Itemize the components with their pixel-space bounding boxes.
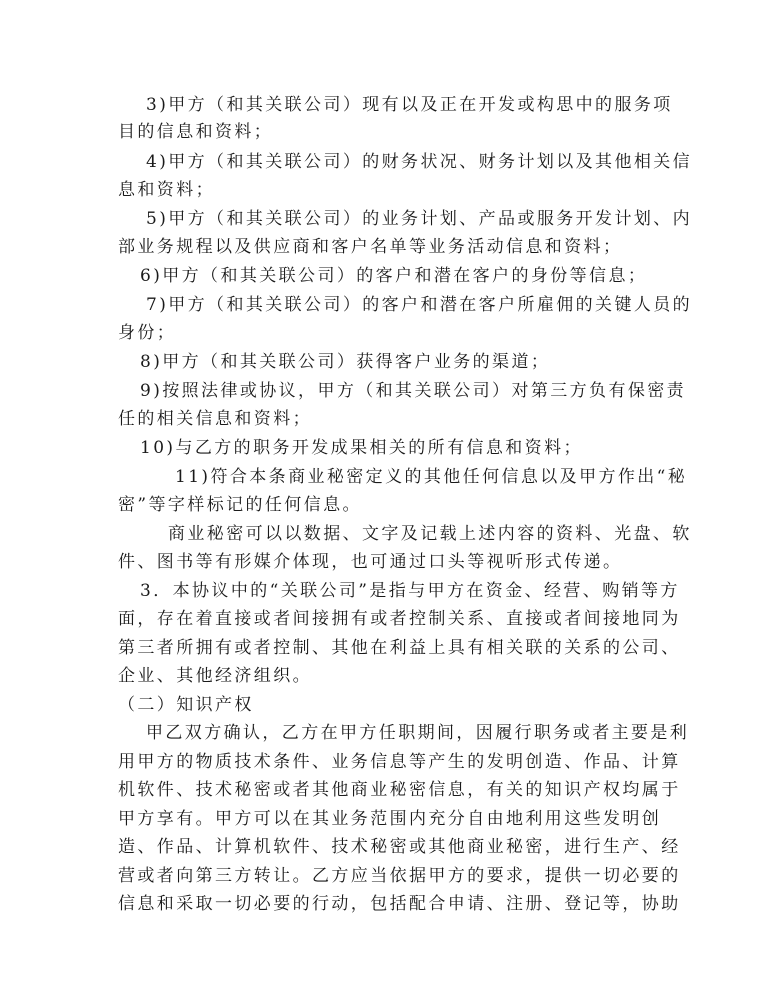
text-line-item5-cont: 部业务规程以及供应商和客户名单等业务活动信息和资料； (118, 237, 623, 257)
text-line-item7: 7)甲方（和其关联公司）的客户和潜在客户所雇佣的关键人员的 (146, 295, 693, 315)
text-line-trade-secret-forms: 商业秘密可以以数据、文字及记载上述内容的资料、光盘、软 (168, 524, 692, 544)
text-line-item3: 3)甲方（和其关联公司）现有以及正在开发或构思中的服务项 (146, 95, 673, 115)
text-line-item4: 4)甲方（和其关联公司）的财务状况、财务计划以及其他相关信 (146, 152, 693, 172)
text-line-item11: 11)符合本条商业秘密定义的其他任何信息以及甲方作出“秘 (175, 467, 688, 487)
text-line-clause3-cont3: 企业、其他经济组织。 (118, 666, 312, 686)
text-line-item9: 9)按照法律或协议，甲方（和其关联公司）对第三方负有保密责 (140, 381, 687, 401)
text-line-item6: 6)甲方（和其关联公司）的客户和潜在客户的身份等信息； (140, 266, 648, 286)
text-line-ip-6: 营或者向第三方转让。乙方应当依据甲方的要求，提供一切必要的 (118, 866, 681, 886)
section-heading-ip: （二）知识产权 (118, 695, 254, 715)
text-line-item11-cont: 密”等字样标记的任何信息。 (118, 495, 362, 515)
text-line-ip-7: 信息和采取一切必要的行动，包括配合申请、注册、登记等，协助 (118, 894, 681, 914)
text-line-ip-3: 机软件、技术秘密或者其他商业秘密信息，有关的知识产权均属于 (118, 780, 681, 800)
text-line-item10: 10)与乙方的职务开发成果相关的所有信息和资料； (140, 438, 583, 458)
text-line-clause3: 3．本协议中的“关联公司”是指与甲方在资金、经营、购销等方 (140, 581, 680, 601)
text-line-item4-cont: 息和资料； (118, 180, 215, 200)
text-line-ip-4: 甲方享有。甲方可以在其业务范围内充分自由地利用这些发明创 (118, 809, 662, 829)
text-line-clause3-cont2: 第三者所拥有或者控制、其他在利益上具有相关联的关系的公司、 (118, 638, 681, 658)
text-line-item7-cont: 身份； (118, 323, 177, 343)
text-line-item8: 8)甲方（和其关联公司）获得客户业务的渠道； (140, 352, 551, 372)
text-line-ip-2: 用甲方的物质技术条件、业务信息等产生的发明创造、作品、计算 (118, 752, 681, 772)
text-line-item3-cont: 目的信息和资料； (118, 122, 274, 142)
text-line-ip-1: 甲乙双方确认，乙方在甲方任职期间，因履行职务或者主要是利 (146, 723, 690, 743)
text-line-clause3-cont1: 面，存在着直接或者间接拥有或者控制关系、直接或者间接地同为 (118, 609, 681, 629)
text-line-trade-secret-forms-cont: 件、图书等有形媒介体现，也可通过口头等视听形式传递。 (118, 552, 623, 572)
text-line-ip-5: 造、作品、计算机软件、技术秘密或其他商业秘密，进行生产、经 (118, 837, 681, 857)
text-line-item5: 5)甲方（和其关联公司）的业务计划、产品或服务开发计划、内 (146, 209, 693, 229)
text-line-item9-cont: 任的相关信息和资料； (118, 409, 312, 429)
